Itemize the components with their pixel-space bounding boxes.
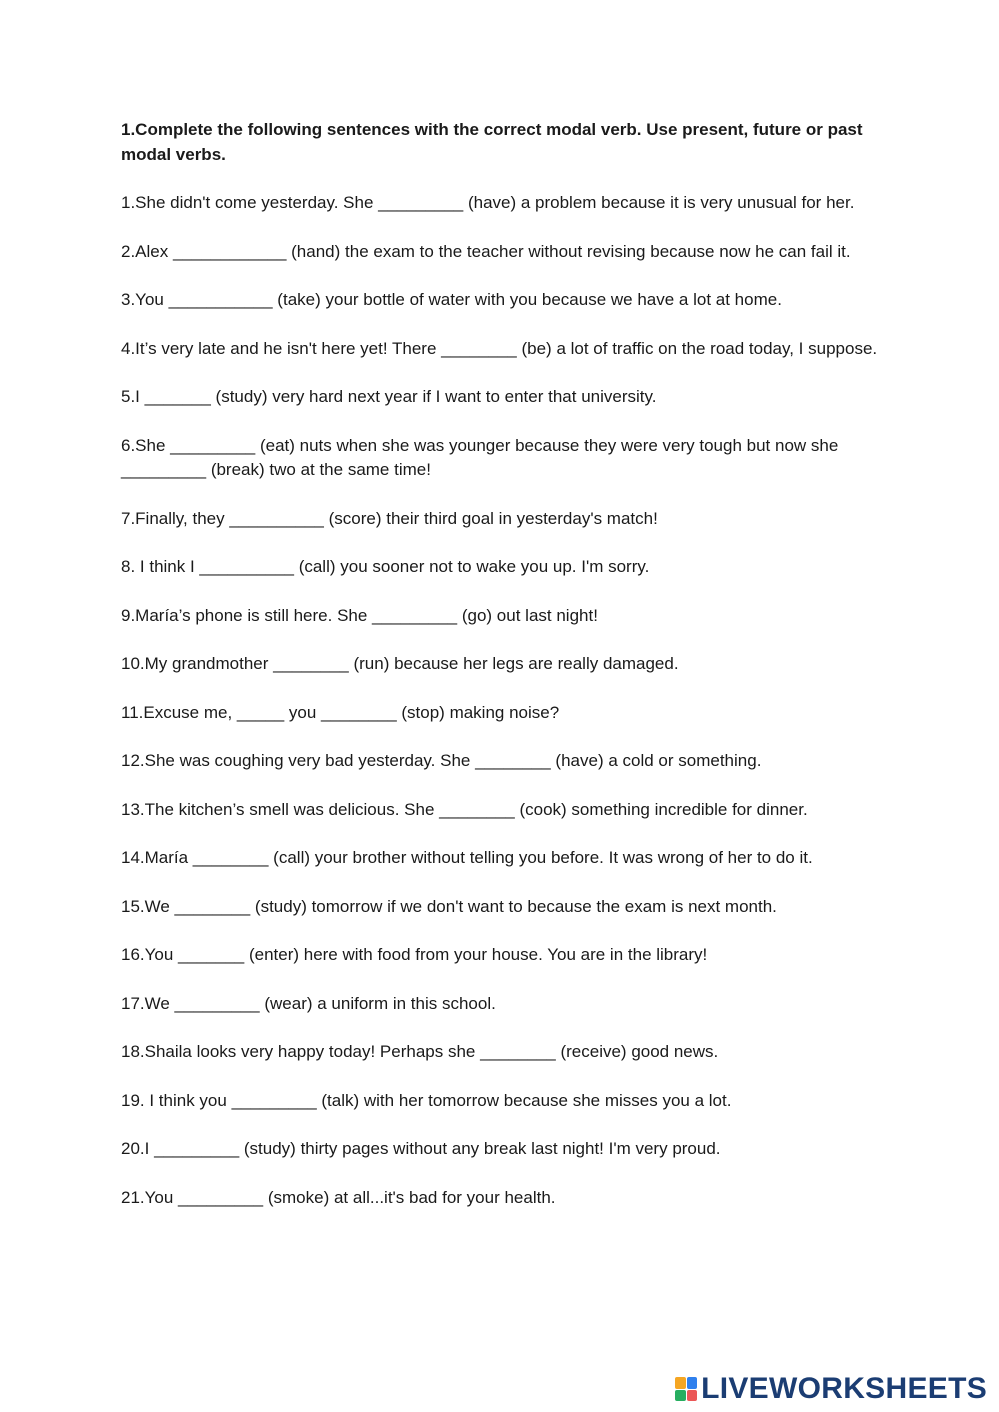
brand-name: LIVEWORKSHEETS: [701, 1372, 987, 1405]
exercise-item: 8. I think I __________ (call) you sooner not to wake you up. I'm sorry.: [121, 557, 650, 576]
exercise-list: [121, 191, 881, 1210]
exercise-item: 18.Shaila looks very happy today! Perhaps she ________ (receive) good news.: [121, 1042, 719, 1061]
exercise-item: 16.You _______ (enter) here with food from your house. You are in the library!: [121, 945, 708, 964]
exercise-item: 15.We ________ (study) tomorrow if we don't want to because the exam is next month.: [121, 896, 777, 916]
exercise-item: 10.My grandmother ________ (run) because her legs are really damaged.: [121, 654, 679, 673]
exercise-item: 20.I _________ (study) thirty pages without any break last night! I'm very proud.: [121, 1139, 721, 1158]
exercise-item: 17.We _________ (wear) a uniform in this school.: [121, 993, 496, 1013]
exercise-item: 13.The kitchen’s smell was delicious. She ________ (cook) something incredible for dinner.: [121, 799, 808, 819]
liveworksheets-footer: [675, 1372, 987, 1406]
exercise-item: 2.Alex ____________ (hand) the exam to the teacher without revising because now he can fail it.: [121, 241, 851, 261]
exercise-item: 3.You ___________ (take) your bottle of water with you because we have a lot at home.: [121, 290, 782, 309]
instruction-heading: 1.Complete the following sentences with the correct modal verb. Use present, future or past modal verbs.: [121, 120, 863, 164]
liveworksheets-logo-icon: [675, 1377, 697, 1401]
exercise-item: 21.You _________ (smoke) at all...it's bad for your health.: [121, 1187, 556, 1207]
exercise-item: 11.Excuse me, _____ you ________ (stop) making noise?: [121, 702, 560, 722]
exercise-item: 5.I _______ (study) very hard next year if I want to enter that university.: [121, 387, 657, 406]
worksheet: [121, 118, 881, 1234]
exercise-item: 19. I think you _________ (talk) with her tomorrow because she misses you a lot.: [121, 1090, 732, 1110]
exercise-item: 12.She was coughing very bad yesterday. She ________ (have) a cold or something.: [121, 751, 762, 770]
exercise-item: 9.María’s phone is still here. She _________ (go) out last night!: [121, 605, 598, 625]
exercise-item: 14.María ________ (call) your brother without telling you before. It was wrong of her to do it.: [121, 848, 813, 867]
exercise-item: 1.She didn't come yesterday. She _________ (have) a problem because it is very unusual for her.: [121, 193, 855, 212]
exercise-item: 6.She _________ (eat) nuts when she was younger because they were very tough but now she _________ (break) two at the same time!: [121, 435, 844, 479]
exercise-item: 7.Finally, they __________ (score) their third goal in yesterday's match!: [121, 508, 658, 528]
exercise-item: 4.It’s very late and he isn't here yet! There ________ (be) a lot of traffic on the road today, I suppose.: [121, 338, 878, 358]
